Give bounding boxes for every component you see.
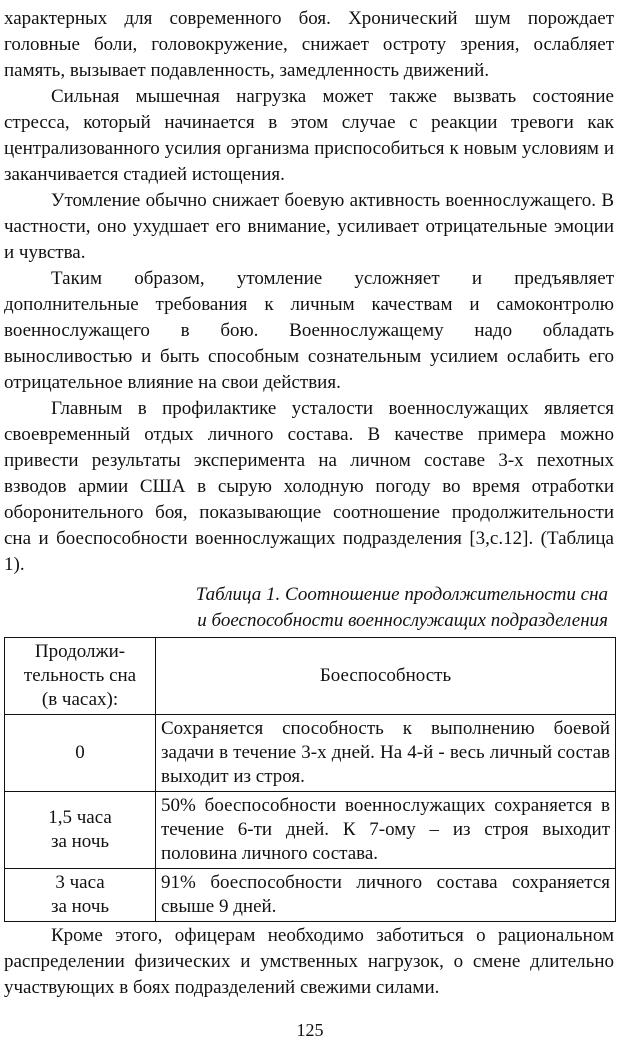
paragraph-noise-effects: характерных для современного боя. Хронический шум порождает головные боли, головокружение, снижает остроту зрения, ослабляет память, вызывает подавленность, замедленность движений. xyxy=(4,8,614,81)
header-sleep-duration: Продолжи- тельность сна (в часах): xyxy=(5,638,156,715)
page-number: 125 xyxy=(296,1020,324,1040)
table-row xyxy=(5,792,616,869)
paragraph-rest-prevention: Главным в профилактике усталости военнослужащих является своевременный отдых личного состава. В качестве примера можно привести результаты эксперимента на личном составе 3-х пехотных взводов армии США в сырую холодную погоду во время отработки оборонительного боя, показывающие соотношение продолжительности сна и боеспособности военнослужащих подразделения [3,с.12]. (Таблица 1). xyxy=(4,398,614,575)
table-row xyxy=(5,715,616,792)
table-caption xyxy=(4,582,608,634)
cell-effect-0: Сохраняется способность к выполнению боевой задачи в течение 3-х дней. На 4-й - весь личный состав выходит из строя. xyxy=(156,715,616,792)
cell-duration-1: 1,5 часа за ночь xyxy=(5,792,156,869)
cell-duration-2: 3 часа за ночь xyxy=(5,869,156,922)
table-row xyxy=(5,869,616,922)
paragraph-fatigue-activity: Утомление обычно снижает боевую активность военнослужащего. В частности, оно ухудшает его внимание, усиливает отрицательные эмоции и чувства. xyxy=(4,190,614,263)
cell-effect-2: 91% боеспособности личного состава сохраняется свыше 9 дней. xyxy=(156,869,616,922)
cell-effect-1: 50% боеспособности военнослужащих сохраняется в течение 6-ти дней. К 7-ому – из строя выходит половина личного состава. xyxy=(156,792,616,869)
cell-duration-0: 0 xyxy=(5,715,156,792)
header-combat-readiness: Боеспособность xyxy=(156,638,616,715)
paragraph-fatigue-requirements: Таким образом, утомление усложняет и предъявляет дополнительные требования к личным качествам и самоконтролю военнослужащего в бою. Военнослужащему надо обладать выносливостью и быть способным сознательным усилием ослабить его отрицательное влияние на свои действия. xyxy=(4,268,614,393)
sleep-combat-table xyxy=(4,637,616,922)
paragraph-muscle-stress: Сильная мышечная нагрузка может также вызвать состояние стресса, который начинается в этом случае с реакции тревоги как централизованного усилия организма приспособиться к новым условиям и заканчивается стадией истощения. xyxy=(4,86,614,185)
table-caption-line-2: и боеспособности военнослужащих подразделения xyxy=(197,610,608,631)
table-header-row xyxy=(5,638,616,715)
paragraph-closing: Кроме этого, офицерам необходимо заботиться о рациональном распределении физических и умственных нагрузок, о смене длительно участвующих в боях подразделений свежими силами. xyxy=(4,925,614,998)
table-caption-line-1: Таблица 1. Соотношение продолжительности сна xyxy=(195,584,608,605)
